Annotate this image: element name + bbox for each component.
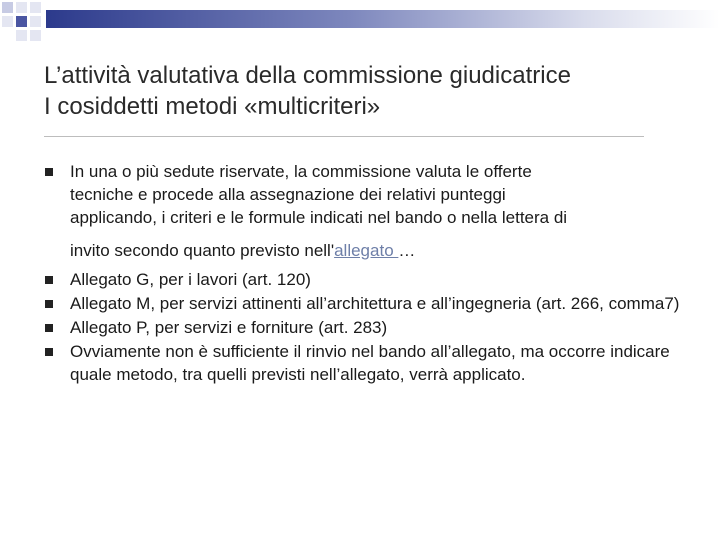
bullet-item	[44, 268, 684, 291]
bullet-text: Allegato P, per servizi e forniture (art. 283)	[70, 318, 388, 337]
title-line-2: I cosiddetti metodi «multicriteri»	[44, 93, 381, 120]
bullet-text: Ovviamente non è sufficiente il rinvio nel bando all’allegato, ma occorre indicare quale metodo, tra quelli previsti nell’allegato, verrà applicato.	[70, 342, 670, 384]
decor-square	[30, 30, 41, 41]
bullet-line: In una o più sedute riservate, la commissione valuta le offerte	[70, 162, 532, 181]
decor-square	[16, 2, 27, 13]
bullet-line-last	[70, 239, 684, 262]
decor-square	[16, 30, 27, 41]
square-bullet-icon	[45, 276, 53, 284]
decor-square	[30, 16, 41, 27]
bullet-line-prefix: invito secondo quanto previsto nell'	[70, 241, 335, 260]
title-line-1: L’attività valutativa della commissione giudicatrice	[44, 62, 571, 89]
bullet-list	[44, 160, 684, 386]
title-divider	[44, 136, 644, 137]
square-bullet-icon	[45, 168, 53, 176]
allegato-link[interactable]: allegato	[334, 241, 399, 260]
bullet-text: Allegato M, per servizi attinenti all’architettura e all’ingegneria (art. 266, comma7)	[70, 294, 680, 313]
decor-square	[2, 2, 13, 13]
bullet-line: applicando, i criteri e le formule indicati nel bando o nella lettera di	[70, 208, 568, 227]
bullet-item	[44, 316, 684, 339]
bullet-item	[44, 340, 684, 386]
header-gradient-bar	[46, 10, 720, 28]
square-bullet-icon	[45, 348, 53, 356]
decor-square	[2, 16, 13, 27]
bullet-item	[44, 292, 684, 315]
slide-title	[44, 60, 694, 122]
bullet-item	[44, 160, 684, 262]
bullet-line: tecniche e procede alla assegnazione dei relativi punteggi	[70, 185, 506, 204]
decor-square	[16, 16, 27, 27]
bullet-text: Allegato G, per i lavori (art. 120)	[70, 270, 311, 289]
decor-square	[30, 2, 41, 13]
square-bullet-icon	[45, 324, 53, 332]
bullet-line-suffix: …	[398, 241, 416, 260]
square-bullet-icon	[45, 300, 53, 308]
